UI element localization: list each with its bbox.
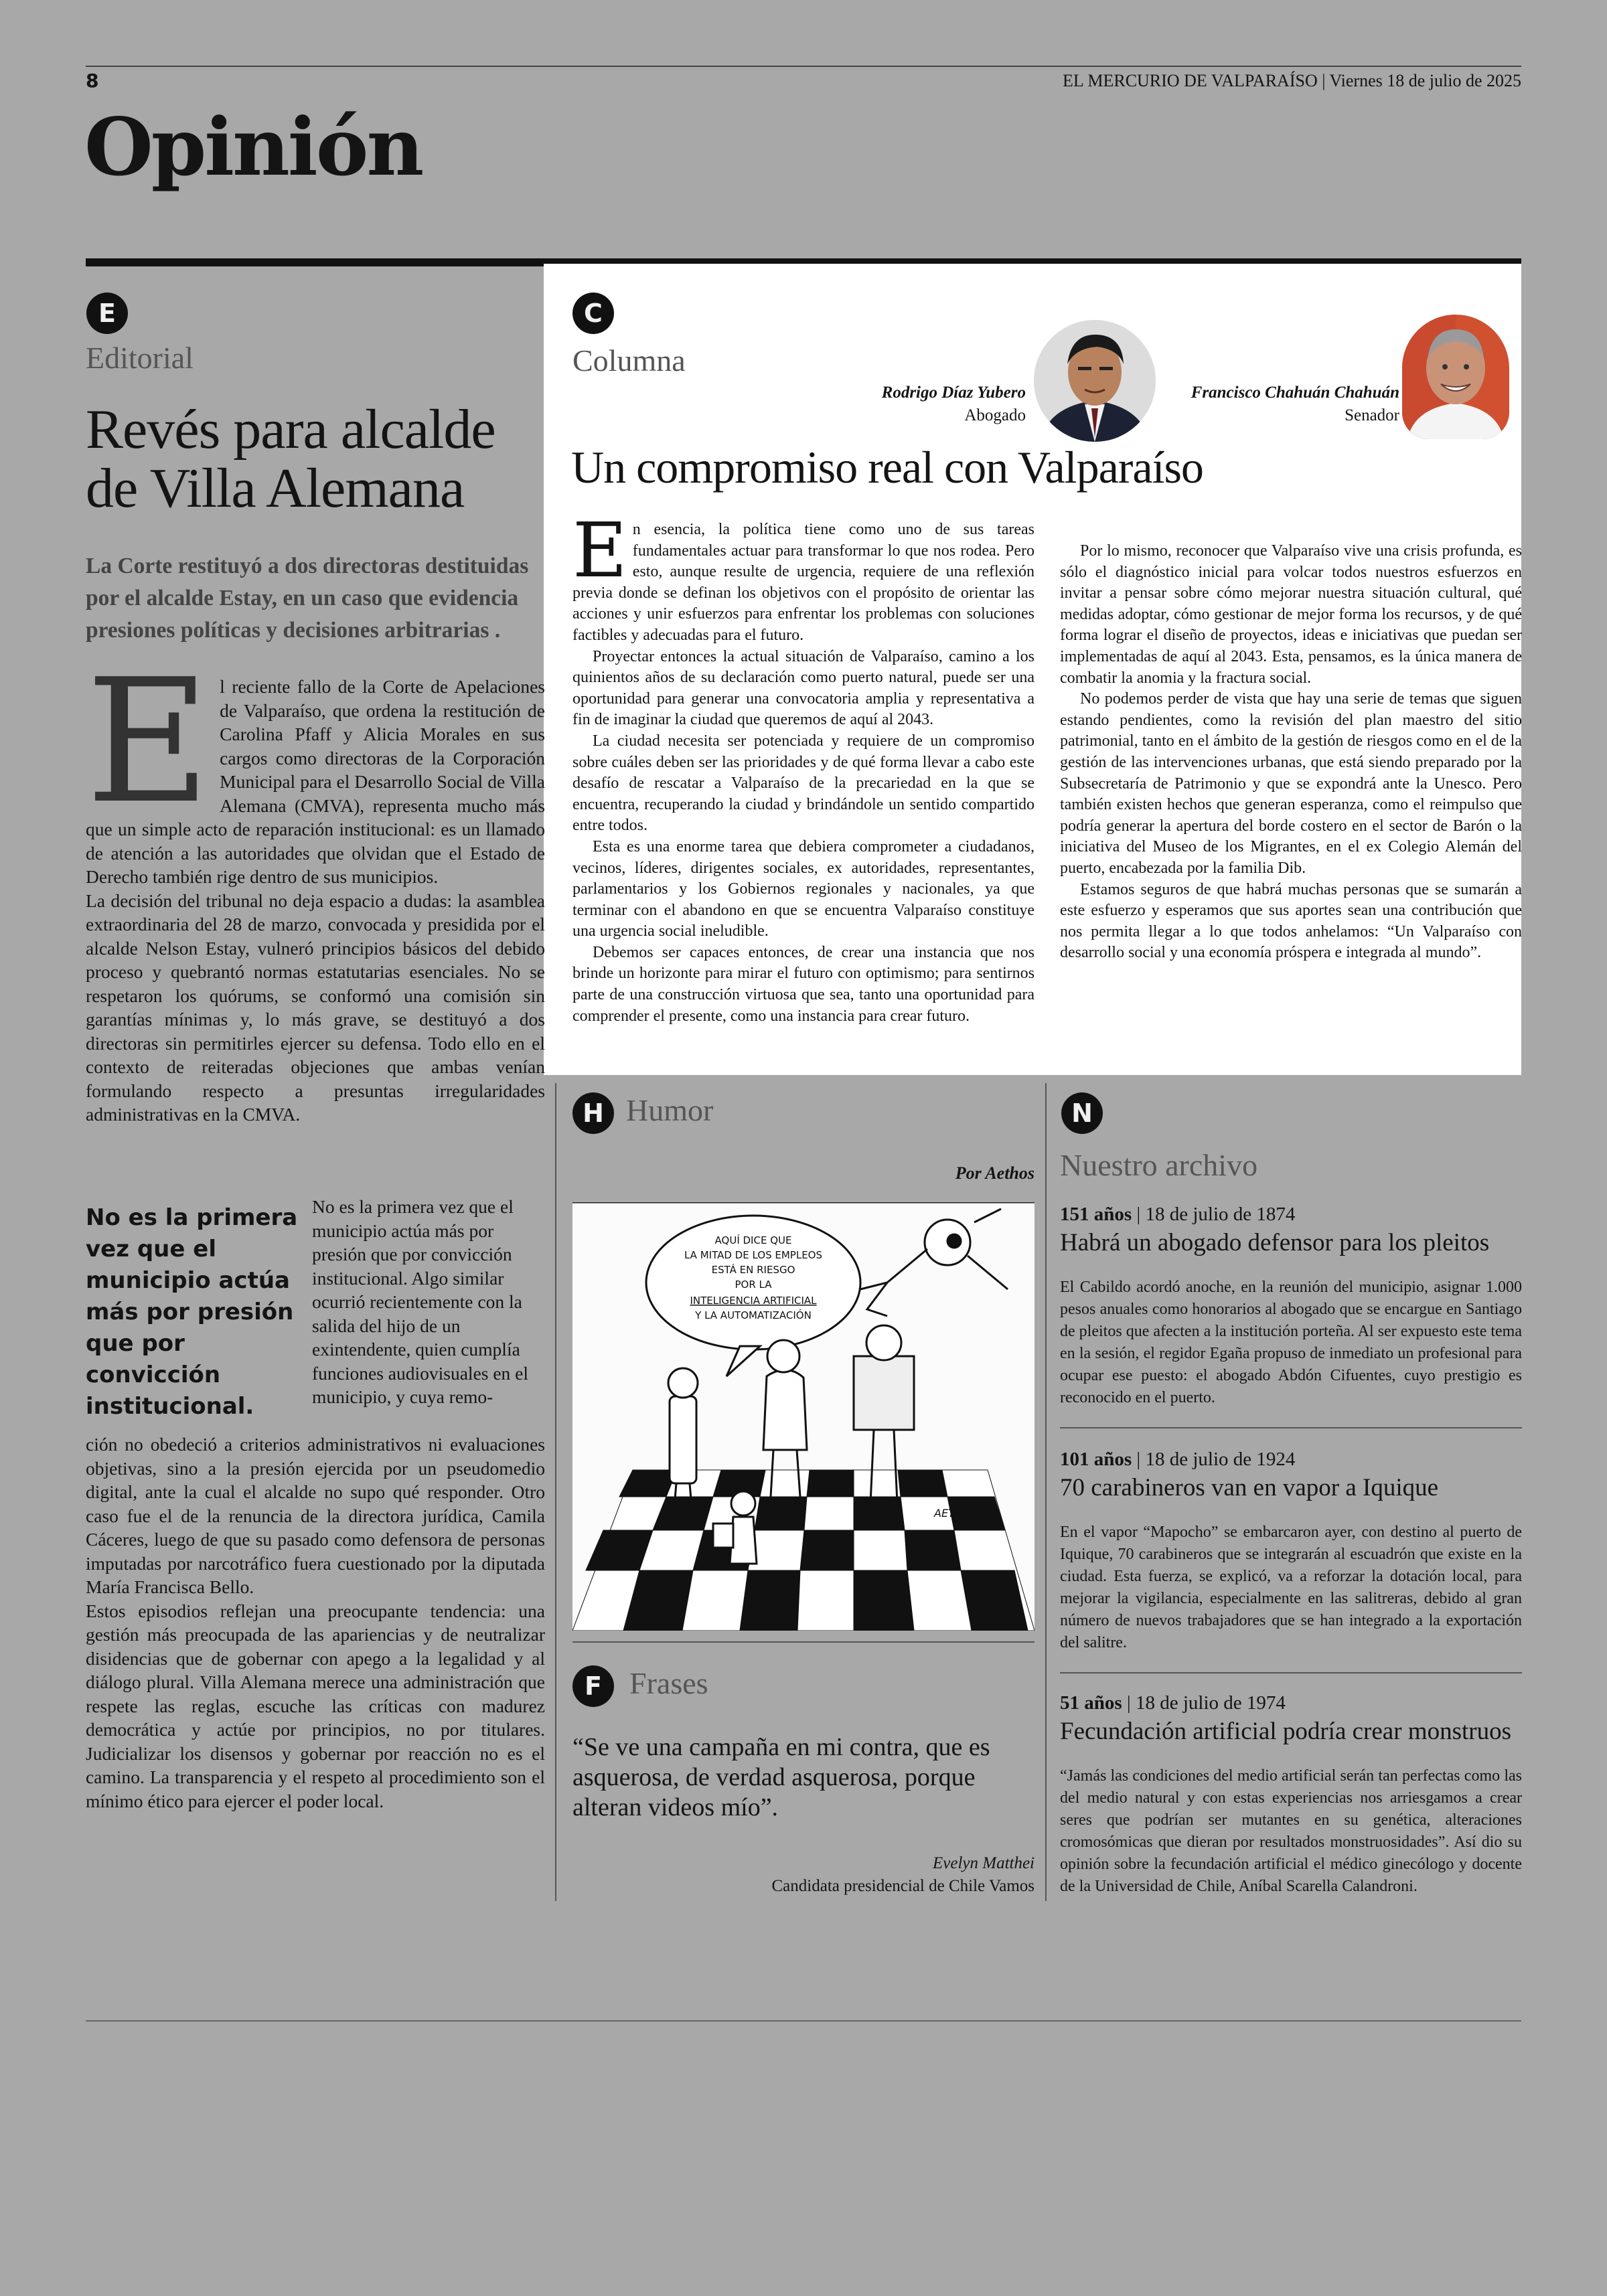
top-rule [86, 66, 1521, 67]
column-p1-text: n esencia, la política tiene como uno de sus tareas fundamentales actuar para transformar lo que nos rodea. Pero esto, aunque resulte de urgencia, requiere de una reflexión previa donde se definan los objetivos con el propósito de orientar las acciones y unir esfuerzos para enfrentar los problemas con soluciones factibles y adecuadas para el futuro. [572, 521, 1035, 644]
column-headline: Un compromiso real con Valparaíso [571, 442, 1203, 493]
frases-author: Evelyn Matthei [932, 1854, 1035, 1872]
cartoon-signature: AETHOS [934, 1507, 978, 1520]
archivo-item-meta [1060, 1449, 1522, 1471]
archivo-item-date: | 18 de julio de 1874 [1136, 1204, 1296, 1225]
bottom-rule [86, 2020, 1521, 2022]
editorial-body-lower [86, 1432, 545, 1813]
bubble-line-6: Y LA AUTOMATIZACIÓN [695, 1309, 812, 1321]
archivo-label: Nuestro archivo [1060, 1148, 1258, 1182]
author1-name: Rodrigo Díaz Yubero [881, 384, 1026, 402]
column-p4: Esta es una enorme tarea que debiera comprometer a ciudadanos, vecinos, líderes, dirigentes sociales, ex autoridades, representantes, parlamentarios y los Gobiernos regionales y nacionales, ya que terminar con el abandono en que se encuentra Valparaíso constituye una urgencia social ineludible. [572, 837, 1035, 940]
editorial-para1 [86, 643, 545, 889]
page-number: 8 [86, 70, 99, 92]
archivo-divider-2 [1060, 1672, 1522, 1673]
archivo-item-body: En el vapor “Mapocho” se embarcaron ayer, con destino al puerto de Iquique, 70 carabineros que se integrarán al escuadrón que existe en la ciudad. Esta fuerza, se explicó, va a reforzar la dotación local, para mejorar la vigilancia, especialmente en las salitreras, debido al gran número de nuevos trabajadores que se han integrado a la exportación del salitre. [1060, 1524, 1522, 1651]
archivo-item-title: 70 carabineros van en vapor a Iquique [1060, 1474, 1439, 1501]
frases-role: Candidata presidencial de Chile Vamos [771, 1877, 1035, 1895]
archivo-item-0 [1060, 1204, 1522, 1409]
editorial-deck: La Corte restituyó a dos directoras destituidas por el alcalde Estay, en un caso que evidencia presiones políticas y decisiones arbitrarias . [86, 554, 529, 643]
editorial-para2: La decisión del tribunal no deja espacio a dudas: la asamblea extraordinaria del 28 de marzo, convocada y presidida por el alcalde Nelson Estay, vulneró principios básicos del debido proceso y quebrantó normas estatutarias esenciales. No se respetaron los quórums, se conformó una comisión sin garantías mínimas y, lo más grave, se destituyó a dos directoras sin permitirles ejercer su defensa. Todo ello en el contexto de reiteradas objeciones que ambas venían formulando respecto a presuntas irregularidades administrativas en la CMVA. [86, 890, 545, 1125]
humor-byline: Por Aethos [955, 1163, 1035, 1183]
editorial-dropcap: E [86, 643, 211, 841]
chessboard [572, 1470, 1035, 1631]
humor-badge: H [572, 1092, 614, 1134]
masthead: EL MERCURIO DE VALPARAÍSO | Viernes 18 de julio de 2025 [1063, 71, 1521, 90]
author1-photo [1034, 320, 1156, 442]
column-p2: Proyectar entonces la actual situación de Valparaíso, camino a los quinientos años de su declaración como puerto natural, puede ser una oportunidad para generar una convocatoria amplia y representativa a fin de imaginar la ciudad que queremos de aquí al 2043. [572, 647, 1035, 729]
frases-quote: “Se ve una campaña en mi contra, que es asquerosa, de verdad asquerosa, porque alteran videos mío”. [572, 1733, 990, 1821]
section-title: Opinión [84, 100, 423, 193]
editorial-badge: E [86, 293, 128, 334]
archivo-item-title: Habrá un abogado defensor para los pleitos [1060, 1229, 1490, 1256]
archivo-item-years: 51 años [1060, 1692, 1122, 1714]
column-p6: Por lo mismo, reconocer que Valparaíso vive una crisis profunda, es sólo el diagnóstico inicial para volcar todos nuestros esfuerzos en invitar a pensar sobre cómo mejorar nuestra situación cultural, qué medidas adoptar, cómo gestionar de mejor forma los recursos, y de qué forma lograr el diseño de proyectos, ideas e iniciativas que puedan ser implementadas de aquí al 2043. Esta, pensamos, es la única manera de combatir la anomia y la fractura social. [1060, 542, 1522, 687]
author2-photo [1402, 315, 1509, 439]
bubble-line-4: POR LA [735, 1279, 772, 1291]
divider-right [1045, 1083, 1047, 1901]
column-p5: Debemos ser capaces entonces, de crear una instancia que nos brinde un horizonte para mirar el futuro con optimismo; para sentirnos parte de una construcción virtuosa que sea, tanto una oportunidad para comprender el presente, como una instancia para crear futuro. [572, 943, 1035, 1025]
editorial-headline-line1: Revés para alcalde [86, 398, 495, 461]
editorial-para4: Estos episodios reflejan una preocupante tendencia: una gestión más preocupada de las apariencias y de neutralizar disidencias que de gobernar con apego a la legalidad y al diálogo plural. Villa Alemana merece una administración que respete las reglas, escuche las críticas con madurez democrática y actúe por principios, no por titulares. Judicializar los disensos y gobernar por reacción no es el camino. La transparencia y el respeto al procedimiento son el mínimo ético para ejercer el poder local. [86, 1600, 545, 1811]
humor-cartoon [572, 1202, 1035, 1631]
editorial-headline-line2: de Villa Alemana [86, 457, 465, 519]
column-p8: Estamos seguros de que habrá muchas personas que se sumarán a este esfuerzo y esperamos que sus aportes sean una contribución que nos permita llegar a lo que todos anhelamos: “Un Valparaíso con desarrollo social y una economía próspera e integrada al mundo”. [1060, 880, 1522, 962]
archivo-item-meta [1060, 1204, 1522, 1226]
editorial-body [86, 643, 545, 1127]
frases-label: Frases [629, 1666, 708, 1700]
editorial-headline [86, 400, 541, 518]
humor-rule [572, 1641, 1035, 1643]
archivo-item-body: “Jamás las condiciones del medio artificial serán tan perfectas como las del medio natural y con estas experiencias nos arriesgamos a crear seres que podrían ser mutantes en su genética, alteraciones cromosómicas que dieran por resultados monstruosidades”. Así dio su opinión sobre la fecundación artificial el médico ginecólogo y docente de la Universidad de Chile, Aníbal Scarella Calandroni. [1060, 1767, 1522, 1895]
editorial-para1-text: l reciente fallo de la Corte de Apelaciones de Valparaíso, que ordena la restitución de Carolina Pfaff y Alicia Morales en sus cargos como directoras de la Corporación Municipal para el Desarrollo Social de Villa Alemana (CMVA), representa mucho más que un simple acto de reparación institucional: es un llamado de atención a las autoridades que olvidan que el Estado de Derecho también rige dentro de sus municipios. [86, 676, 545, 887]
column-p3: La ciudad necesita ser potenciada y requiere de un compromiso sobre cuáles deben ser las prioridades y de qué forma llevar a cabo este desafío de rescatar a Valparaíso de la precariedad en la que se encuentra, recuperando la ciudad y brindándole un sentido compartido entre todos. [572, 732, 1035, 835]
archivo-item-body: El Cabildo acordó anoche, en la reunión del municipio, asignar 1.000 pesos anuales como honorarios al abogado que se encargue en Santiago de pleitos que afecten a la institución porteña. Al ser expuesto este tema en la sesión, el regidor Egaña propuso de inmediato un profesional para ocupar ese puesto: el abogado Abdón Cifuentes, cuyo prestigio es reconocido en el puerto. [1060, 1279, 1522, 1406]
column-p1 [572, 507, 1035, 647]
editorial-label: Editorial [86, 341, 194, 375]
archivo-item-2 [1060, 1692, 1522, 1898]
archivo-item-years: 101 años [1060, 1449, 1132, 1470]
column-badge: C [572, 293, 614, 334]
archivo-divider-1 [1060, 1427, 1522, 1428]
author2-role: Senador [1345, 406, 1399, 424]
bubble-line-3: ESTÁ EN RIESGO [711, 1264, 795, 1276]
column-body-right [1060, 541, 1522, 964]
bubble-line-2: LA MITAD DE LOS EMPLEOS [684, 1249, 823, 1261]
editorial-para3-rest: ción no obedeció a criterios administrativos ni evaluaciones objetivas, sino a la presión ejercida por un pseudomedio digital, ante la cual el alcalde no supo qué responder. Otro caso fue el de la renuncia de la directora jurídica, Camila Cáceres, luego de que su pasado como defensora de personas imputadas por narcotráfico fuera cuestionado por la diputada María Francisca Bello. [86, 1434, 545, 1597]
humor-label: Humor [626, 1093, 714, 1127]
archivo-item-date: | 18 de julio de 1924 [1136, 1449, 1296, 1470]
bubble-line-5: INTELIGENCIA ARTIFICIAL [690, 1295, 817, 1307]
editorial-para3-side: No es la primera vez que el municipio actúa más por presión que por convicción institucional. Algo similar ocurrió recientemente con la salida del hijo de un exintendente, quien cumplía funciones audiovisuales en el municipio, y cuya remo- [312, 1196, 529, 1407]
column-dropcap: E [572, 507, 627, 594]
archivo-item-years: 151 años [1060, 1204, 1132, 1225]
divider-left [555, 1083, 556, 1901]
column-p7: No podemos perder de vista que hay una serie de temas que siguen estando pendientes, como la revisión del plan maestro del sitio patrimonial, tanto en el ámbito de la gestión de riesgos como en el de la gestión de las intervenciones urbanas, que está siendo preparado por la Subsecretaría de Patrimonio y que se expondrá ante la Unesco. Pero también existen hechos que generan esperanza, como el reimpulso que podría generar la apertura del borde costero en el sector de Barón o la iniciativa del Museo de los Migrantes, en el ex Colegio Alemán del puerto, encabezada por la familia Dib. [1060, 690, 1522, 877]
frases-badge: F [572, 1665, 614, 1707]
column-body-left [572, 507, 1035, 1027]
author1-role: Abogado [964, 406, 1026, 424]
editorial-pullquote: No es la primera vez que el municipio actúa más por presión que por convicción institucional. [86, 1204, 298, 1420]
column-label: Columna [572, 343, 686, 378]
archivo-item-meta [1060, 1692, 1522, 1714]
archivo-item-1 [1060, 1449, 1522, 1654]
author2-name: Francisco Chahuán Chahuán [1191, 384, 1399, 402]
archivo-item-date: | 18 de julio de 1974 [1126, 1692, 1286, 1714]
archivo-badge: N [1061, 1092, 1103, 1134]
bubble-line-1: AQUÍ DICE QUE [714, 1234, 792, 1246]
archivo-item-title: Fecundación artificial podría crear monstruos [1060, 1718, 1511, 1745]
